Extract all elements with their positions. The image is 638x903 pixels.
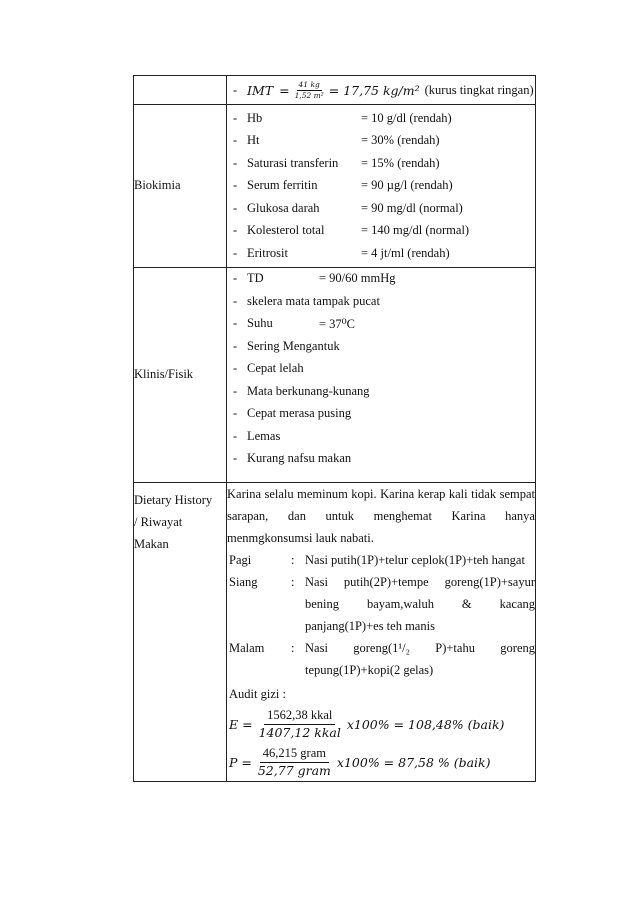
biokimia-key: Kolesterol total: [247, 223, 325, 238]
biokimia-key: Hb: [247, 110, 263, 125]
dash: -: [233, 155, 238, 170]
energy-numerator: 1562,38 kkal: [264, 707, 335, 725]
meal-item: [227, 549, 535, 571]
label-dietary-1: Dietary History: [134, 493, 213, 507]
protein-lhs: P =: [229, 754, 252, 770]
dash: -: [233, 223, 238, 238]
biokimia-item: [227, 242, 535, 265]
protein-denominator: 52,77 gram: [257, 762, 331, 778]
dietary-paragraph: Karina selalu meminum kopi. Karina kerap kali tidak sempat sarapan, dan untuk menghemat Karina hanya menmgkonsumsi lauk nabati.: [227, 487, 535, 545]
imt-label: IMT: [247, 82, 274, 98]
biokimia-value: = 30% (rendah): [361, 133, 440, 148]
dash: -: [233, 383, 238, 398]
imt-fraction: [293, 81, 326, 99]
biokimia-item: [227, 175, 535, 198]
biokimia-value: = 4 jt/ml (rendah): [361, 245, 450, 260]
protein-rhs: x100% = 87,58 % (baik): [336, 754, 491, 770]
biokimia-item: [227, 152, 535, 175]
dash: -: [233, 338, 238, 353]
klinis-item: - skelera mata tampak pucat: [233, 293, 380, 308]
klinis-list: [227, 335, 535, 470]
audit-title: Audit gizi :: [229, 687, 286, 701]
biokimia-item: [227, 220, 535, 243]
klinis-text: Cepat merasa pusing: [247, 406, 352, 421]
biokimia-value: = 140 mg/dl (normal): [361, 223, 470, 238]
dash: -: [233, 245, 238, 260]
meal-colon: :: [291, 575, 295, 589]
row-biokimia: [134, 105, 536, 268]
biokimia-item: [227, 197, 535, 220]
protein-fraction: [255, 745, 334, 779]
meal-time: Malam: [229, 641, 265, 655]
biokimia-list: [227, 107, 535, 265]
dash: -: [233, 82, 238, 97]
klinis-item: [227, 335, 535, 358]
meal-item: [227, 571, 535, 637]
row-antropometri: [134, 76, 536, 105]
dash: -: [233, 133, 238, 148]
energy-rhs: x100% = 108,48% (baik): [346, 716, 505, 732]
klinis-text: Mata berkunang-kunang: [247, 383, 370, 398]
label-klinis: Klinis/Fisik: [134, 267, 227, 483]
klinis-text: Kurang nafsu makan: [247, 451, 352, 466]
dash: -: [233, 428, 238, 443]
sklera-text: skelera mata tampak pucat: [247, 293, 380, 308]
td-key: TD: [247, 271, 264, 286]
dash: -: [233, 451, 238, 466]
meal-menu: Nasi putih(1P)+telur ceplok(1P)+teh hangat: [305, 553, 525, 567]
row-dietary: [134, 483, 536, 782]
cell-dietary: [227, 483, 536, 782]
meal-list: [227, 549, 535, 681]
energy-lhs: E =: [229, 716, 253, 732]
dash: -: [233, 361, 238, 376]
imt-numerator: 41 kg: [298, 80, 320, 89]
meal-time: Pagi: [229, 553, 252, 567]
dash: -: [233, 178, 238, 193]
meal-item: [227, 637, 535, 681]
label-antropometri-empty: [134, 76, 227, 105]
klinis-text: Sering Mengantuk: [247, 338, 340, 353]
klinis-text: Lemas: [247, 428, 281, 443]
dash: -: [233, 200, 238, 215]
label-dietary-2: / Riwayat: [134, 515, 183, 529]
energy-fraction: [256, 707, 344, 741]
biokimia-item: [227, 130, 535, 153]
meal-colon: :: [291, 553, 295, 567]
energy-equation: [227, 705, 535, 743]
klinis-item: [227, 448, 535, 471]
klinis-item: [227, 380, 535, 403]
assessment-table: [133, 75, 536, 782]
protein-equation: [227, 743, 535, 781]
suhu-value: = 37⁰C: [319, 316, 356, 331]
meal-time: Siang: [229, 575, 258, 589]
label-dietary-3: Makan: [134, 537, 169, 551]
klinis-item: [227, 403, 535, 426]
biokimia-key: Glukosa darah: [247, 200, 320, 215]
biokimia-value: = 90 mg/dl (normal): [361, 200, 463, 215]
biokimia-key: Saturasi transferin: [247, 155, 339, 170]
label-biokimia: Biokimia: [134, 105, 227, 268]
klinis-item: [227, 425, 535, 448]
meal-colon: :: [291, 641, 295, 655]
meal-menu: Nasi putih(2P)+tempe goreng(1P)+sayur bening bayam,waluh & kacang panjang(1P)+es teh manis: [305, 575, 535, 633]
biokimia-item: [227, 107, 535, 130]
energy-denominator: 1407,12 kkal: [258, 724, 341, 740]
biokimia-value: = 90 µg/l (rendah): [361, 178, 453, 193]
biokimia-key: Serum ferritin: [247, 178, 318, 193]
label-dietary: [134, 483, 227, 782]
biokimia-value: = 10 g/dl (rendah): [361, 110, 452, 125]
biokimia-value: = 15% (rendah): [361, 155, 440, 170]
protein-numerator: 46,215 gram: [260, 745, 329, 763]
klinis-item: - Suhu = 37⁰C: [233, 316, 356, 331]
cell-antropometri: - IMT = $\frac{41 kg}{\text{1,52 m²}}$ = 17,75 kg/m² (kurus tingkat ringan): [227, 76, 536, 105]
dash: -: [233, 110, 238, 125]
klinis-text: Cepat lelah: [247, 361, 304, 376]
imt-note: (kurus tingkat ringan): [424, 82, 534, 97]
imt-result: = 17,75 kg/m²: [328, 82, 420, 98]
row-klinis: [134, 267, 536, 483]
cell-klinis: [227, 267, 536, 483]
suhu-key: Suhu: [247, 316, 273, 331]
imt-denominator: 1,52 m²: [294, 90, 324, 100]
td-value: = 90/60 mmHg: [319, 271, 396, 286]
meal-menu: Nasi goreng(1¹/₂ P)+tahu goreng tepung(1P)+kopi(2 gelas): [305, 641, 535, 677]
dash: -: [233, 406, 238, 421]
klinis-item: [227, 358, 535, 381]
cell-biokimia: [227, 105, 536, 268]
klinis-item: - TD = 90/60 mmHg: [233, 271, 396, 286]
biokimia-key: Ht: [247, 133, 260, 148]
biokimia-key: Eritrosit: [247, 245, 288, 260]
